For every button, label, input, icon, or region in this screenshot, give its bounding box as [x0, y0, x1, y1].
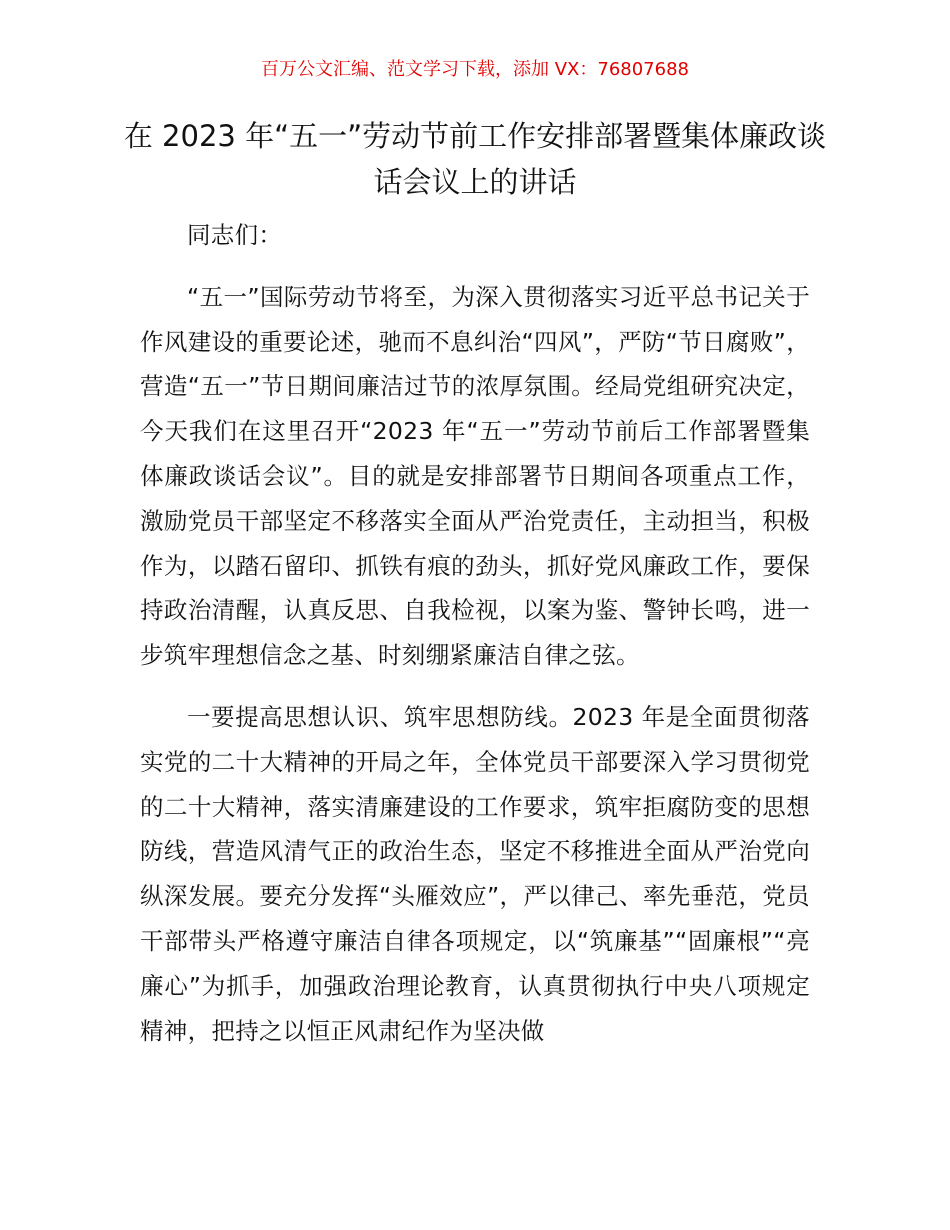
header-banner: 百万公文汇编、范文学习下载，添加 VX：76807688	[261, 59, 689, 80]
document-body	[140, 213, 810, 1053]
document-title: 在 2023 年“五一”劳动节前工作安排部署暨集体廉政谈话会议上的讲话	[123, 119, 827, 199]
paragraph-point-one: 一要提高思想认识、筑牢思想防线。2023 年是全面贯彻落实党的二十大精神的开局之年，全体党员干部要深入学习贯彻党的二十大精神，落实清廉建设的工作要求，筑牢拒腐防变的思想防线，营造风清气正的政治生态，坚定不移推进全面从严治党向纵深发展。要充分发挥“头雁效应”，严以律己、率先垂范，党员干部带头严格遵守廉洁自律各项规定，以“筑廉基”“固廉根”“亮廉心”为抓手，加强政治理论教育，认真贯彻执行中央八项规定精神，把持之以恒正风肃纪作为坚决做	[140, 702, 810, 1045]
salutation: 同志们：	[187, 221, 283, 249]
paragraph-intro: “五一”国际劳动节将至，为深入贯彻落实习近平总书记关于作风建设的重要论述，驰而不息纠治“四风”，严防“节日腐败”，营造“五一”节日期间廉洁过节的浓厚氛围。经局党组研究决定，今天我们在这里召开“2023 年“五一”劳动节前后工作部署暨集体廉政谈话会议”。目的就是安排部署节日期间各项重点工作，激励党员干部坚定不移落实全面从严治党责任，主动担当，积极作为，以踏石留印、抓铁有痕的劲头，抓好党风廉政工作，要保持政治清醒，认真反思、自我检视，以案为鉴、警钟长鸣，进一步筑牢理想信念之基、时刻绷紧廉洁自律之弦。	[140, 282, 810, 670]
